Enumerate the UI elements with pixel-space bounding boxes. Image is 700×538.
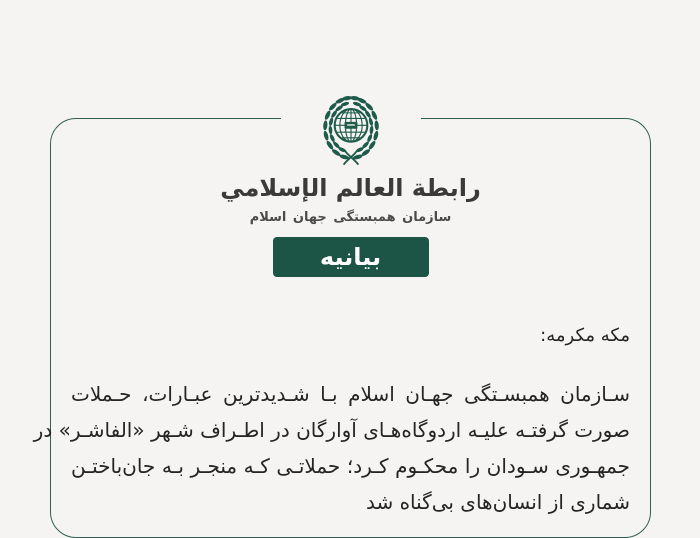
logo-persian-subtitle: سازمان همبستگی جهان اسلام	[249, 210, 452, 225]
statement-type-banner	[273, 237, 429, 277]
statement-card	[33, 118, 651, 538]
paragraph-line: سـازمان همبسـتگی جهـان اسلام بـا شـدیدترین عبـارات، حـملات	[71, 382, 630, 406]
logo-block	[281, 91, 421, 170]
banner-label: بیانیه	[319, 243, 382, 271]
card-content	[33, 119, 650, 520]
salutation-line: مکه مکرمه:	[540, 325, 630, 346]
paragraph-line: صورت گرفتـه علیـه اردوگاه‌هـای آوارگان در اطـراف شـهر «الفاشـر» در	[33, 418, 630, 442]
logo-arabic-calligraphy: رابطة العالم الإسلامي	[220, 174, 481, 202]
paragraph-line: شماری از انسان‌های بی‌گناه شد	[365, 490, 630, 514]
mwl-wreath-globe-icon	[308, 91, 394, 170]
paragraph-line: جمهـوری سـودان را محکـوم کـرد؛ حملاتـی کـه منجـر بـه جان‌باختـن	[71, 454, 630, 478]
statement-paragraph	[33, 376, 630, 520]
statement-body	[33, 323, 650, 520]
